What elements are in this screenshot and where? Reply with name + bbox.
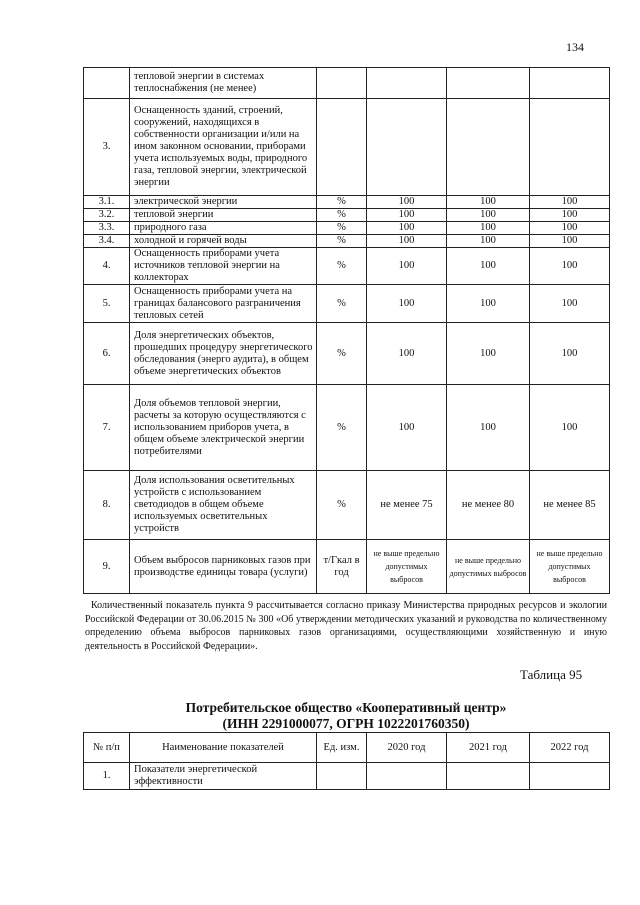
row-number-cell: 5.	[84, 285, 130, 323]
unit-cell: %	[317, 285, 367, 323]
value-2021-cell: 100	[447, 285, 530, 323]
value-2020-cell	[367, 99, 447, 196]
row-number-cell	[84, 68, 130, 99]
value-2021-cell: 100	[447, 385, 530, 471]
indicator-name-cell: Оснащенность приборами учета источников тепловой энергии на коллекторах	[130, 248, 317, 285]
value-2021-cell: 100	[447, 196, 530, 209]
unit-cell: т/Гкал в год	[317, 540, 367, 594]
unit-cell: %	[317, 209, 367, 222]
page-number: 134	[566, 40, 584, 54]
value-2022-cell: 100	[530, 222, 610, 235]
table-row	[84, 222, 610, 235]
value-2022-cell	[530, 763, 610, 790]
table-row	[84, 235, 610, 248]
row-number-cell: 1.	[84, 763, 130, 790]
row-number-cell: 9.	[84, 540, 130, 594]
indicator-name-cell: Объем выбросов парниковых газов при производстве единицы товара (услуги)	[130, 540, 317, 594]
header-2022: 2022 год	[530, 733, 610, 763]
value-2022-cell: 100	[530, 209, 610, 222]
indicator-name-cell: тепловой энергии	[130, 209, 317, 222]
value-2020-cell: 100	[367, 323, 447, 385]
row-number-cell: 3.3.	[84, 222, 130, 235]
value-2021-cell: 100	[447, 323, 530, 385]
unit-cell: %	[317, 385, 367, 471]
table-row	[84, 196, 610, 209]
value-2021-cell: 100	[447, 209, 530, 222]
value-2020-cell	[367, 763, 447, 790]
table-row	[84, 471, 610, 540]
row-number-cell: 6.	[84, 323, 130, 385]
row-number-cell: 3.2.	[84, 209, 130, 222]
value-2021-cell: не выше предельно допустимых выбросов	[447, 540, 530, 594]
value-2020-cell: не менее 75	[367, 471, 447, 540]
table-caption: Таблица 95	[520, 667, 583, 682]
indicator-name-cell: электрической энергии	[130, 196, 317, 209]
value-2021-cell: не менее 80	[447, 471, 530, 540]
value-2020-cell: 100	[367, 285, 447, 323]
table-row	[84, 323, 610, 385]
table-row	[84, 68, 610, 99]
value-2021-cell: 100	[447, 248, 530, 285]
row-number-cell: 4.	[84, 248, 130, 285]
indicator-name-cell: холодной и горячей воды	[130, 235, 317, 248]
value-2020-cell: не выше предельно допустимых выбросов	[367, 540, 447, 594]
value-2022-cell: 100	[530, 196, 610, 209]
organization-title	[85, 700, 607, 732]
value-2022-cell: не менее 85	[530, 471, 610, 540]
table-row	[84, 763, 610, 790]
row-number-cell: 3.	[84, 99, 130, 196]
indicator-name-cell: Доля использования осветительных устройств с использованием светодиодов в общем объеме используемых осветительных устройств	[130, 471, 317, 540]
value-2022-cell: 100	[530, 323, 610, 385]
organization-name: Потребительское общество «Кооперативный центр»	[185, 700, 507, 715]
value-2020-cell: 100	[367, 235, 447, 248]
indicator-name-cell: Доля энергетических объектов, прошедших процедуру энергетического обследования (энерго аудита), в общем объеме энергетических объектов	[130, 323, 317, 385]
row-number-cell: 7.	[84, 385, 130, 471]
value-2021-cell: 100	[447, 235, 530, 248]
unit-cell: %	[317, 323, 367, 385]
header-name: Наименование показателей	[130, 733, 317, 763]
indicator-name-cell: Доля объемов тепловой энергии, расчеты за которую осуществляются с использованием приборов учета, в общем объеме электрической энергии потребителями	[130, 385, 317, 471]
value-2022-cell: 100	[530, 248, 610, 285]
table-row	[84, 385, 610, 471]
value-2022-cell: 100	[530, 385, 610, 471]
header-2020: 2020 год	[367, 733, 447, 763]
main-indicators-table	[83, 67, 610, 594]
footnote: Количественный показатель пункта 9 рассчитывается согласно приказу Министерства природных ресурсов и экологии Российской Федерации от 30.06.2015 № 300 «Об утверждении методических указаний и руководства по количественному определению объема выбросов парниковых газов организациями, осуществляющими хозяйственную и иную деятельность в Российской Федерации».	[85, 600, 607, 652]
value-2020-cell: 100	[367, 196, 447, 209]
value-2020-cell: 100	[367, 385, 447, 471]
table-row	[84, 99, 610, 196]
unit-cell: %	[317, 196, 367, 209]
indicator-name-cell: Показатели энергетической эффективности	[130, 763, 317, 790]
header-unit: Ед. изм.	[317, 733, 367, 763]
value-2022-cell	[530, 99, 610, 196]
organization-ids: (ИНН 2291000077, ОГРН 1022201760350)	[222, 716, 470, 731]
row-number-cell: 3.4.	[84, 235, 130, 248]
unit-cell: %	[317, 471, 367, 540]
unit-cell	[317, 763, 367, 790]
unit-cell: %	[317, 222, 367, 235]
value-2021-cell	[447, 763, 530, 790]
row-number-cell: 8.	[84, 471, 130, 540]
indicator-name-cell: тепловой энергии в системах теплоснабжения (не менее)	[130, 68, 317, 99]
value-2020-cell: 100	[367, 222, 447, 235]
indicator-name-cell: Оснащенность зданий, строений, сооружений, находящихся в собственности организации и/или на ином законном основании, приборами учета используемых воды, природного газа, тепловой энергии, электрической энергии	[130, 99, 317, 196]
indicator-name-cell: Оснащенность приборами учета на границах балансового разграничения тепловых сетей	[130, 285, 317, 323]
table-row	[84, 248, 610, 285]
table-95	[83, 732, 610, 790]
table-row	[84, 540, 610, 594]
value-2020-cell: 100	[367, 209, 447, 222]
header-num: № п/п	[84, 733, 130, 763]
value-2020-cell: 100	[367, 248, 447, 285]
value-2022-cell: не выше предельно допустимых выбросов	[530, 540, 610, 594]
header-2021: 2021 год	[447, 733, 530, 763]
header-row	[84, 733, 610, 763]
value-2021-cell: 100	[447, 222, 530, 235]
row-number-cell: 3.1.	[84, 196, 130, 209]
value-2022-cell: 100	[530, 285, 610, 323]
indicator-name-cell: природного газа	[130, 222, 317, 235]
table-row	[84, 285, 610, 323]
unit-cell: %	[317, 248, 367, 285]
unit-cell	[317, 99, 367, 196]
value-2021-cell	[447, 99, 530, 196]
table-row	[84, 209, 610, 222]
unit-cell: %	[317, 235, 367, 248]
value-2022-cell: 100	[530, 235, 610, 248]
